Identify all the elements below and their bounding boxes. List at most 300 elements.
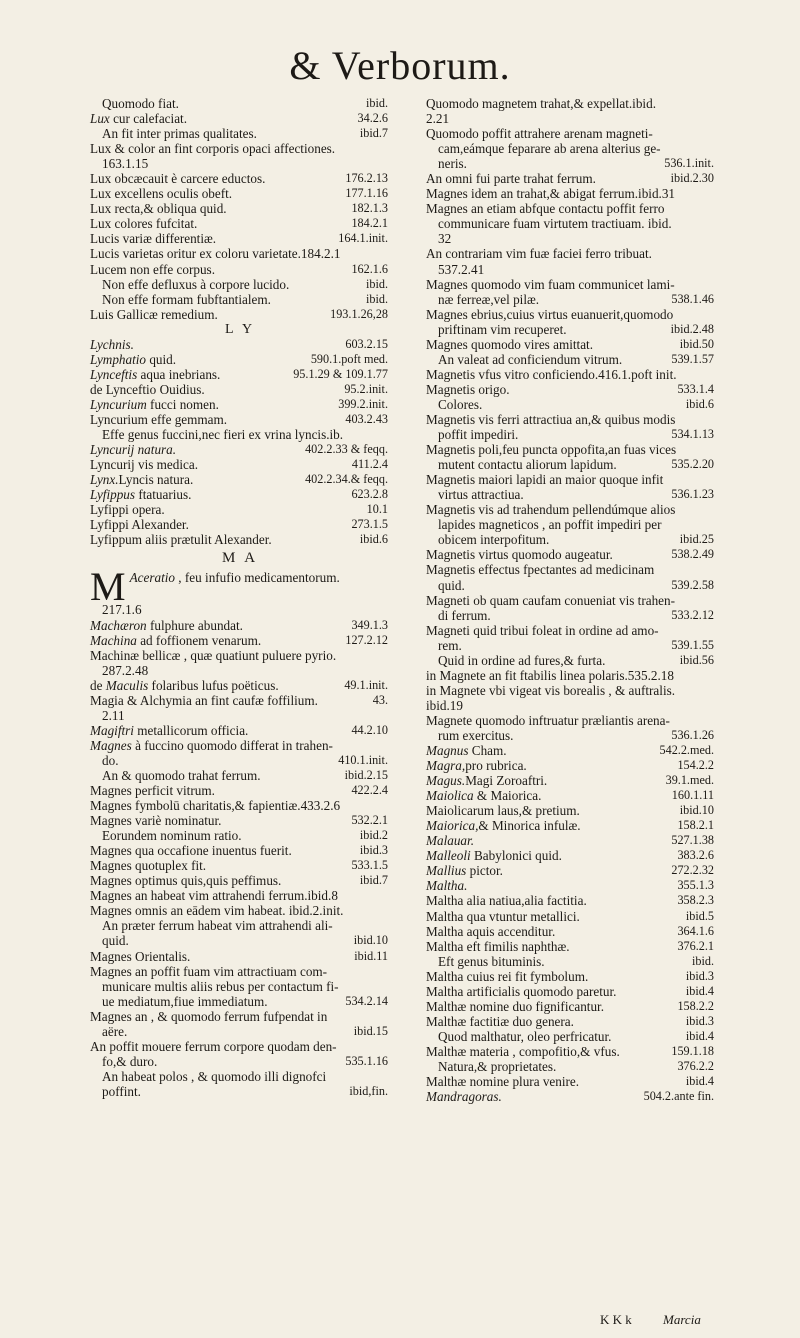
index-entry bbox=[426, 683, 716, 698]
entry-text: Magnetis effectus fpectantes ad medicinam bbox=[426, 562, 655, 578]
index-entry bbox=[90, 678, 390, 693]
index-entry bbox=[90, 352, 390, 367]
page-reference: 533.1.4 bbox=[677, 381, 714, 396]
entry-text: Magnes quomodo vires amittat. bbox=[426, 336, 594, 352]
index-entry bbox=[90, 903, 390, 918]
entry-text: Lux & color an fint corporis opaci affectiones. bbox=[90, 141, 336, 157]
entry-text: lapides magneticos , an poffit impediri per bbox=[438, 517, 662, 533]
page-reference: 532.2.1 bbox=[351, 813, 388, 828]
entry-text: quid. bbox=[438, 577, 465, 593]
page-reference: ibid.2.48 bbox=[670, 321, 714, 336]
page-reference: 95.1.29 & 109.1.77 bbox=[293, 366, 388, 381]
entry-text: Malthæ factitiæ duo genera. bbox=[426, 1013, 574, 1029]
entry-text: priftinam vim recuperet. bbox=[438, 321, 567, 337]
entry-text: An præter ferrum habeat vim attrahendi ali- bbox=[102, 918, 333, 934]
entry-text: Magnetis origo. bbox=[426, 381, 510, 397]
entry-text: Lyncurij natura. bbox=[90, 442, 177, 458]
entry-text: Magnete quomodo inftruatur præliantis arena- bbox=[426, 712, 670, 728]
index-entry bbox=[426, 1014, 716, 1029]
page-reference: 182.1.3 bbox=[351, 201, 388, 216]
page-reference: ibid.4 bbox=[685, 1074, 714, 1089]
index-entry bbox=[90, 216, 390, 231]
entry-text: Lyncurij vis medica. bbox=[90, 457, 199, 473]
entry-text: Lychnis. bbox=[90, 336, 134, 352]
page-reference: 49.1.init. bbox=[344, 677, 388, 692]
index-entry bbox=[426, 532, 716, 547]
page-reference: 376.2.2 bbox=[677, 1059, 714, 1073]
entry-text: Lux recta,& obliqua quid. bbox=[90, 201, 227, 217]
entry-text: de Maculis folaribus lufus poëticus. bbox=[90, 677, 279, 693]
page-reference: 154.2.2 bbox=[677, 758, 714, 773]
index-entry bbox=[426, 668, 716, 683]
index-entry bbox=[90, 798, 390, 813]
entry-text: Maiorica,& Minorica infulæ. bbox=[426, 818, 581, 834]
entry-text: neris. bbox=[438, 156, 467, 172]
page-reference: 539.2.58 bbox=[671, 577, 714, 592]
index-entry bbox=[426, 893, 716, 908]
index-entry bbox=[426, 638, 716, 653]
entry-text: Magra,pro rubrica. bbox=[426, 758, 527, 774]
index-entry bbox=[90, 1039, 390, 1054]
entry-text: Quomodo fiat. bbox=[102, 96, 179, 111]
page-reference: 127.2.12 bbox=[345, 632, 388, 647]
page-reference: 349.1.3 bbox=[351, 617, 388, 632]
index-entry bbox=[90, 262, 390, 277]
index-entry bbox=[426, 216, 716, 231]
index-entry bbox=[426, 397, 716, 412]
entry-text: An valeat ad conficiendum vitrum. bbox=[438, 351, 623, 367]
index-entry bbox=[426, 457, 716, 472]
index-entry bbox=[426, 171, 716, 186]
page-reference: ibid.10 bbox=[353, 933, 388, 948]
index-entry bbox=[426, 547, 716, 562]
page-reference: ibid.10 bbox=[679, 803, 714, 818]
index-entry bbox=[426, 863, 716, 878]
page-reference: 162.1.6 bbox=[351, 261, 388, 276]
entry-text: Magnes idem an trahat,& abigat ferrum.ibid.31 bbox=[426, 186, 676, 202]
page-reference: ibid.3 bbox=[359, 843, 388, 858]
entry-text: An habeat polos , & quomodo illi dignofci bbox=[102, 1068, 327, 1084]
index-entry bbox=[90, 367, 390, 382]
entry-text: Magus.Magi Zoroaftri. bbox=[426, 773, 548, 789]
index-entry bbox=[90, 1024, 390, 1039]
page-reference: ibid.3 bbox=[685, 968, 714, 983]
index-entry bbox=[426, 231, 716, 246]
entry-text: An contrariam vim fuæ faciei ferro tribuat. bbox=[426, 246, 652, 262]
index-entry bbox=[90, 994, 390, 1009]
index-entry bbox=[90, 693, 390, 708]
section-heading: M A bbox=[221, 550, 259, 567]
entry-text: Lynx.Lyncis natura. bbox=[90, 472, 194, 488]
entry-text: Colores. bbox=[438, 396, 483, 412]
index-entry bbox=[90, 949, 390, 964]
entry-text: do. bbox=[102, 752, 119, 768]
page-reference: ibid. bbox=[691, 953, 714, 968]
index-entry bbox=[426, 322, 716, 337]
signature-mark: K K k bbox=[600, 1312, 632, 1327]
index-entry bbox=[90, 888, 390, 903]
entry-text: Non effe formam fubftantialem. bbox=[102, 291, 271, 307]
entry-text: poffint. bbox=[102, 1083, 141, 1099]
index-entry bbox=[426, 111, 716, 126]
entry-text: Lucis variæ differentiæ. bbox=[90, 231, 217, 247]
entry-text: Magnetis vis ferri attractiua an,& quibus modis bbox=[426, 411, 676, 427]
index-entry bbox=[426, 608, 716, 623]
index-entry bbox=[90, 1069, 390, 1084]
page-reference: 535.1.16 bbox=[345, 1053, 388, 1068]
entry-text: de Lynceftio Ouidius. bbox=[90, 381, 205, 397]
entry-text: Magneti ob quam caufam conueniat vis trahen- bbox=[426, 592, 676, 608]
page-reference: 623.2.8 bbox=[351, 487, 388, 502]
index-entry bbox=[426, 909, 716, 924]
index-entry bbox=[90, 141, 390, 156]
page-reference: ibid.6 bbox=[685, 396, 714, 411]
page-reference: ibid.4 bbox=[685, 983, 714, 998]
index-entry bbox=[90, 738, 390, 753]
index-entry bbox=[426, 623, 716, 638]
index-entry bbox=[426, 713, 716, 728]
page-reference: 538.1.46 bbox=[671, 291, 714, 306]
entry-text: Magnetis virtus quomodo augeatur. bbox=[426, 547, 613, 563]
entry-text: 217.1.6 bbox=[102, 602, 142, 618]
page-reference: ibid. bbox=[365, 291, 388, 306]
index-entry bbox=[426, 698, 716, 713]
page-reference: ibid.7 bbox=[359, 873, 388, 888]
index-entry bbox=[426, 803, 716, 818]
entry-text: Mandragoras. bbox=[426, 1089, 502, 1105]
entry-text: Luis Gallicæ remedium. bbox=[90, 306, 218, 322]
index-entry bbox=[426, 743, 716, 758]
index-entry bbox=[426, 472, 716, 487]
index-entry bbox=[90, 1009, 390, 1024]
entry-text: Magnetis maiori lapidi an maior quoque infit bbox=[426, 472, 664, 488]
index-entry bbox=[426, 1059, 716, 1074]
entry-text: Lyfippum aliis prætulit Alexander. bbox=[90, 532, 272, 548]
entry-text: poffit impediri. bbox=[438, 427, 519, 443]
index-entry bbox=[90, 618, 390, 633]
page-reference: 539.1.57 bbox=[671, 351, 714, 366]
entry-text: 2.21 bbox=[426, 111, 450, 127]
page-reference: 193.1.26,28 bbox=[330, 306, 388, 321]
entry-text: 163.1.15 bbox=[102, 156, 149, 172]
entry-text: cam,eámque feparare ab arena alterius ge- bbox=[438, 141, 661, 157]
entry-text: 32 bbox=[438, 231, 452, 247]
index-entry bbox=[426, 848, 716, 863]
entry-text: Quod malthatur, oleo perfricatur. bbox=[438, 1028, 612, 1044]
index-entry bbox=[426, 593, 716, 608]
page-reference: 159.1.18 bbox=[671, 1043, 714, 1058]
index-entry bbox=[426, 96, 716, 111]
index-entry bbox=[426, 156, 716, 171]
entry-text: obicem interpofitum. bbox=[438, 532, 550, 548]
page-reference: 535.2.20 bbox=[671, 457, 714, 472]
entry-text: Malauar. bbox=[426, 833, 474, 849]
entry-text: An & quomodo trahat ferrum. bbox=[102, 767, 261, 783]
entry-text: Mallius pictor. bbox=[426, 863, 503, 879]
entry-text: Lymphatio quid. bbox=[90, 351, 177, 367]
entry-text: Machinæ bellicæ , quæ quatiunt puluere pyrio. bbox=[90, 647, 337, 663]
entry-text: Lux obcæcauit è carcere eductos. bbox=[90, 171, 266, 187]
index-entry bbox=[90, 918, 390, 933]
index-entry bbox=[90, 231, 390, 246]
entry-text: Magnes an poffit fuam vim attractiuam com- bbox=[90, 963, 328, 979]
entry-text: Magnes perficit vitrum. bbox=[90, 783, 215, 799]
entry-text: Natura,& proprietates. bbox=[438, 1059, 557, 1074]
entry-text: Maiolicarum laus,& pretium. bbox=[426, 803, 580, 819]
index-entry bbox=[426, 277, 716, 292]
index-entry bbox=[426, 969, 716, 984]
entry-text: Lyncurium fucci nomen. bbox=[90, 396, 219, 412]
page-reference: ibid.2.30 bbox=[670, 171, 714, 186]
index-entry bbox=[426, 502, 716, 517]
page-reference: 158.2.2 bbox=[677, 998, 714, 1013]
page-reference: 411.2.4 bbox=[351, 457, 388, 472]
index-entry bbox=[90, 412, 390, 427]
entry-text: fo,& duro. bbox=[102, 1053, 158, 1069]
page-reference: 603.2.15 bbox=[345, 336, 388, 351]
entry-text: Malthæ nomine duo fignificantur. bbox=[426, 998, 605, 1014]
entry-text: Lyfippus ftatuarius. bbox=[90, 487, 192, 503]
index-entry bbox=[426, 924, 716, 939]
index-entry bbox=[426, 517, 716, 532]
index-entry bbox=[426, 653, 716, 668]
entry-text: Magnes an , & quomodo ferrum fufpendat in bbox=[90, 1008, 328, 1024]
index-entry bbox=[90, 979, 390, 994]
index-entry bbox=[90, 382, 390, 397]
index-entry bbox=[90, 502, 390, 517]
index-entry bbox=[90, 156, 390, 171]
index-entry bbox=[426, 412, 716, 427]
page-reference: 533.2.12 bbox=[671, 607, 714, 622]
entry-text: Magnes fymbolū charitatis,& fapientiæ.433.2.6 bbox=[90, 798, 341, 814]
index-entry bbox=[90, 828, 390, 843]
drop-cap: M bbox=[90, 564, 126, 610]
page-reference: 272.2.32 bbox=[671, 863, 714, 878]
entry-text: mutent contactu aliorum lapidum. bbox=[438, 457, 617, 473]
entry-text: Magnetis poli,feu puncta oppofita,an fuas vices bbox=[426, 442, 677, 458]
index-entry bbox=[426, 141, 716, 156]
page-reference: ibid. bbox=[365, 96, 388, 110]
page-reference: ibid.4 bbox=[685, 1028, 714, 1043]
entry-text: municare multis aliis rebus per contactum fi- bbox=[102, 978, 339, 994]
index-entry bbox=[90, 768, 390, 783]
page-reference: ibid,fin. bbox=[349, 1083, 388, 1098]
entry-text: Magiftri metallicorum officia. bbox=[90, 722, 249, 738]
entry-text: Non effe defluxus à corpore lucido. bbox=[102, 276, 290, 292]
page-reference: 164.1.init. bbox=[338, 231, 388, 246]
index-entry bbox=[90, 487, 390, 502]
page-reference: 34.2.6 bbox=[357, 111, 388, 126]
page-reference: 590.1.poft med. bbox=[310, 351, 388, 366]
page-reference: 44.2.10 bbox=[351, 722, 388, 737]
index-entry bbox=[90, 277, 390, 292]
page-reference: 383.2.6 bbox=[677, 848, 714, 863]
entry-text: in Magnete an fit ftabilis linea polaris.535.2.18 bbox=[426, 667, 674, 683]
entry-text: Lux colores fufcitat. bbox=[90, 216, 198, 232]
entry-text: An fit inter primas qualitates. bbox=[102, 126, 257, 142]
index-entry bbox=[426, 833, 716, 848]
index-entry bbox=[426, 999, 716, 1014]
index-entry bbox=[426, 878, 716, 893]
entry-text: Lyfippi Alexander. bbox=[90, 517, 189, 533]
entry-text: Magnetis vfus vitro conficiendo.416.1.poft init. bbox=[426, 366, 677, 382]
running-head: & Verborum. bbox=[289, 43, 511, 88]
index-entry bbox=[426, 442, 716, 457]
page-reference: 536.1.init. bbox=[664, 156, 714, 171]
index-entry bbox=[426, 186, 716, 201]
entry-text: 287.2.48 bbox=[102, 662, 149, 678]
entry-text: Aceratio , feu infufio medicamentorum. bbox=[129, 570, 340, 586]
page-reference: 43. bbox=[372, 692, 388, 707]
entry-text: Magia & Alchymia an fint caufæ foffilium. bbox=[90, 692, 318, 708]
page-reference: 160.1.11 bbox=[671, 788, 714, 803]
page-reference: 95.2.init. bbox=[344, 381, 388, 396]
page-reference: 355.1.3 bbox=[677, 878, 714, 893]
index-entry bbox=[426, 758, 716, 773]
index-entry bbox=[426, 262, 716, 277]
entry-text: Magnes an etiam abfque contactu poffit ferro bbox=[426, 201, 665, 217]
index-entry bbox=[426, 201, 716, 216]
index-entry bbox=[90, 783, 390, 798]
entry-text: Magnes qua occafione inuentus fuerit. bbox=[90, 843, 292, 859]
index-entry bbox=[90, 201, 390, 216]
page-reference: 538.2.49 bbox=[671, 547, 714, 562]
index-entry bbox=[90, 427, 390, 442]
entry-text: Lyncurium effe gemmam. bbox=[90, 411, 228, 427]
page-reference: 534.1.13 bbox=[671, 427, 714, 442]
entry-text: Lux excellens oculis obeft. bbox=[90, 186, 233, 202]
page-reference: ibid.2 bbox=[359, 828, 388, 843]
entry-text: Lyfippi opera. bbox=[90, 502, 165, 518]
page-reference: 536.1.26 bbox=[671, 727, 714, 742]
index-entry bbox=[426, 578, 716, 593]
page-reference: 527.1.38 bbox=[671, 833, 714, 848]
index-entry bbox=[426, 367, 716, 382]
entry-text: Quomodo magnetem trahat,& expellat.ibid. bbox=[426, 96, 656, 111]
page-reference: 402.2.34.& feqq. bbox=[305, 472, 388, 487]
entry-text: An omni fui parte trahat ferrum. bbox=[426, 171, 596, 187]
page-reference: ibid.6 bbox=[359, 532, 388, 547]
index-entry bbox=[90, 723, 390, 738]
entry-text: Magnes Orientalis. bbox=[90, 948, 191, 964]
index-entry bbox=[90, 307, 390, 322]
page-reference: 504.2.ante fin. bbox=[643, 1089, 714, 1104]
index-entry bbox=[90, 708, 390, 723]
index-entry bbox=[90, 472, 390, 487]
page-reference: 399.2.init. bbox=[338, 396, 388, 411]
entry-text: Magnes omnis an eādem vim habeat. ibid.2.init. bbox=[90, 903, 344, 919]
left-column bbox=[90, 96, 390, 1099]
page-reference: 358.2.3 bbox=[677, 893, 714, 908]
index-entry bbox=[90, 602, 390, 617]
page-reference: 39.1.med. bbox=[665, 773, 714, 788]
index-entry bbox=[426, 292, 716, 307]
page-reference: ibid.15 bbox=[353, 1023, 388, 1038]
index-entry bbox=[426, 954, 716, 969]
entry-text: Magnes à fuccino quomodo differat in trahen- bbox=[90, 737, 333, 753]
page-reference: ibid.7 bbox=[359, 126, 388, 141]
page-reference: 536.1.23 bbox=[671, 487, 714, 502]
entry-text: Maltha aquis accenditur. bbox=[426, 923, 556, 939]
index-entry bbox=[426, 487, 716, 502]
page-reference: 534.2.14 bbox=[345, 993, 388, 1008]
entry-text: Magnes optimus quis,quis peffimus. bbox=[90, 873, 282, 889]
entry-text: rem. bbox=[438, 637, 462, 653]
entry-text: Malleoli Babylonici quid. bbox=[426, 848, 562, 864]
page-reference: 539.1.55 bbox=[671, 637, 714, 652]
page-reference: ibid.50 bbox=[679, 336, 714, 351]
entry-text: Maltha. bbox=[426, 878, 468, 894]
entry-text: Magnes quomodo vim fuam communicet lami- bbox=[426, 276, 675, 292]
index-entry bbox=[90, 517, 390, 532]
index-entry bbox=[90, 111, 390, 126]
entry-text: Effe genus fuccini,nec fieri ex vrina lyncis.ib. bbox=[102, 427, 344, 443]
page-reference: 376.2.1 bbox=[677, 938, 714, 953]
index-entry bbox=[90, 246, 390, 261]
index-entry bbox=[90, 442, 390, 457]
page-reference: 422.2.4 bbox=[351, 783, 388, 798]
index-entry bbox=[90, 964, 390, 979]
index-entry bbox=[426, 1089, 716, 1104]
entry-text: Malthæ materia , compofitio,& vfus. bbox=[426, 1043, 620, 1059]
index-entry bbox=[426, 788, 716, 803]
index-entry bbox=[426, 562, 716, 577]
index-entry bbox=[426, 382, 716, 397]
entry-text: Magnetis vis ad trahendum pellendúmque alios bbox=[426, 502, 676, 518]
entry-text: Magnes variè nominatur. bbox=[90, 813, 222, 829]
entry-text: Malthæ nomine plura venire. bbox=[426, 1074, 580, 1090]
entry-text: virtus attractiua. bbox=[438, 487, 524, 503]
index-entry bbox=[90, 663, 390, 678]
index-entry bbox=[426, 1074, 716, 1089]
page-reference: 158.2.1 bbox=[677, 818, 714, 833]
index-entry bbox=[426, 307, 716, 322]
index-entry bbox=[426, 818, 716, 833]
index-entry bbox=[90, 96, 390, 111]
page-reference: ibid.56 bbox=[679, 652, 714, 667]
page-reference: ibid.25 bbox=[679, 532, 714, 547]
index-entry bbox=[90, 1084, 390, 1099]
index-entry bbox=[426, 352, 716, 367]
entry-text: Magnes an habeat vim attrahendi ferrum.ibid.8 bbox=[90, 888, 338, 904]
index-entry bbox=[90, 753, 390, 768]
index-entry bbox=[426, 773, 716, 788]
index-entry bbox=[90, 1054, 390, 1069]
index-entry bbox=[90, 337, 390, 352]
entry-text: Maltha artificialis quomodo paretur. bbox=[426, 983, 617, 999]
page-reference: 542.2.med. bbox=[659, 743, 714, 758]
entry-text: Lucis varietas oritur ex coloru varietate.184.2.1 bbox=[90, 246, 341, 262]
entry-text: in Magnete vbi vigeat vis borealis , & auftralis. bbox=[426, 682, 676, 698]
index-entry bbox=[90, 873, 390, 888]
index-entry bbox=[426, 246, 716, 261]
index-entry bbox=[426, 984, 716, 999]
page-reference: 176.2.13 bbox=[345, 171, 388, 186]
index-entry bbox=[426, 939, 716, 954]
index-entry bbox=[90, 186, 390, 201]
entry-text: Maltha cuius rei fit fymbolum. bbox=[426, 968, 589, 984]
page-reference: ibid.5 bbox=[685, 908, 714, 923]
page-reference: 184.2.1 bbox=[351, 216, 388, 231]
entry-text: Magneti quid tribui foleat in ordine ad amo- bbox=[426, 622, 659, 638]
entry-text: ibid.19 bbox=[426, 697, 463, 713]
entry-text: Quid in ordine ad fures,& furta. bbox=[438, 652, 606, 668]
page-reference: 410.1.init. bbox=[338, 752, 388, 767]
index-entry bbox=[90, 397, 390, 412]
page-reference: 403.2.43 bbox=[345, 411, 388, 426]
entry-text: ue mediatum,fiue immediatum. bbox=[102, 993, 268, 1009]
page-reference: 10.1 bbox=[366, 502, 388, 517]
